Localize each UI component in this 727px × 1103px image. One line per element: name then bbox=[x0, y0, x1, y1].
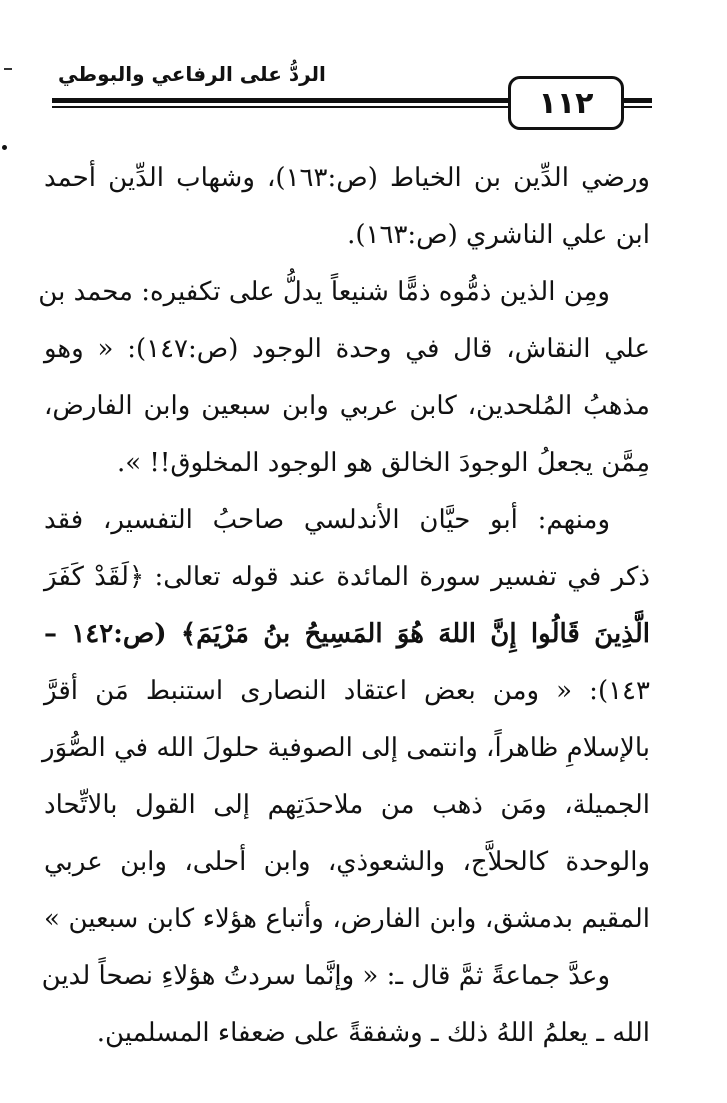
text-line: ذكر في تفسير سورة المائدة عند قوله تعالى: ﴿لَقَدْ كَفَرَ bbox=[44, 562, 650, 592]
text-line: مذهبُ المُلحدين، كابن عربي وابن سبعين وابن الفارض، bbox=[44, 391, 650, 421]
text-line: ورضي الدِّين بن الخياط (ص:١٦٣)، وشهاب الدِّين أحمد bbox=[44, 163, 650, 193]
text-line: بالإسلامِ ظاهراً، وانتمى إلى الصوفية حلولَ الله في الصُّوَر bbox=[42, 733, 650, 763]
text-line: ابن علي الناشري (ص:١٦٣). bbox=[347, 220, 650, 250]
text-line: علي النقاش، قال في وحدة الوجود (ص:١٤٧): « وهو bbox=[44, 334, 651, 364]
text-line: ومِن الذين ذمُّوه ذمًّا شنيعاً يدلُّ على تكفيره: محمد بن bbox=[38, 277, 610, 307]
quran-verse-line: الَّذِينَ قَالُوا إِنَّ اللهَ هُوَ المَسِيحُ بنُ مَرْيَمَ﴾ (ص:١٤٢ – bbox=[44, 619, 650, 649]
scan-dot bbox=[2, 145, 7, 150]
text-line: مِمَّن يجعلُ الوجودَ الخالق هو الوجود المخلوق!! ». bbox=[116, 448, 650, 478]
text-body bbox=[38, 150, 651, 1062]
page-number: ١١٢ bbox=[508, 76, 624, 130]
running-header bbox=[40, 62, 652, 124]
header-title: الردُّ على الرفاعي والبوطي bbox=[58, 62, 326, 86]
text-line: ومنهم: أبو حيَّان الأندلسي صاحبُ التفسير، فقد bbox=[44, 505, 610, 535]
text-line: المقيم بدمشق، وابن الفارض، وأتباع هؤلاء كابن سبعين » bbox=[44, 904, 650, 934]
text-line: الجميلة، ومَن ذهب من ملاحدَتِهم إلى القول بالاتِّحاد bbox=[44, 790, 650, 820]
text-line: الله ـ يعلمُ اللهُ ذلك ـ وشفقةً على ضعفاء المسلمين. bbox=[96, 1018, 650, 1048]
scan-mark bbox=[4, 68, 12, 70]
text-line: وعدَّ جماعةً ثمَّ قال ـ: « وإنَّما سردتُ هؤلاءِ نصحاً لدين bbox=[41, 961, 610, 991]
text-line: والوحدة كالحلاَّج، والشعوذي، وابن أحلى، وابن عربي bbox=[44, 847, 650, 877]
text-line: ١٤٣): « ومن بعض اعتقاد النصارى استنبط مَن أقرَّ bbox=[44, 676, 650, 706]
